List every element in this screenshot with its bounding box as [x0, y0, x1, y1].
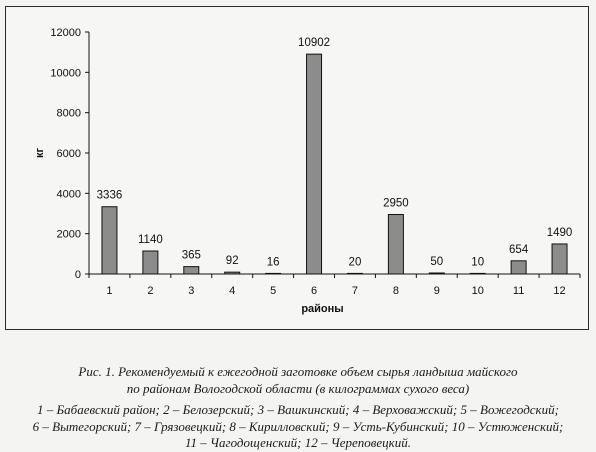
x-tick-label: 11 — [512, 285, 525, 297]
x-tick-label: 2 — [147, 285, 154, 297]
y-tick-label: 10000 — [50, 67, 81, 80]
bar-value-label: 10902 — [298, 37, 331, 50]
bar-value-label: 20 — [348, 256, 362, 269]
legend-line-3: 11 – Чагодощенский; 12 – Череповецкий. — [185, 435, 411, 450]
caption-line-2: по районам Вологодской области (в килограммах сухого веса) — [126, 381, 470, 396]
bar-value-label: 1490 — [546, 226, 573, 239]
bar — [184, 267, 199, 274]
y-tick-label: 12000 — [50, 27, 81, 39]
data-labels — [97, 37, 573, 268]
bar — [552, 244, 567, 274]
x-tick-label: 3 — [188, 285, 195, 297]
legend-line-2: 6 – Вытегорский; 7 – Грязовецкий; 8 – Кирилловский; 9 – Усть-Кубинский; 10 – Устюженский; — [32, 418, 564, 434]
bar — [388, 215, 403, 274]
bar-value-label: 3336 — [96, 189, 123, 202]
x-tick-label: 1 — [106, 285, 113, 297]
bar-value-label: 50 — [430, 255, 444, 268]
figure-caption — [0, 363, 596, 397]
bar-value-label: 10 — [471, 256, 485, 269]
x-tick-label: 10 — [471, 285, 484, 297]
y-axis — [50, 27, 89, 281]
bar-chart — [6, 7, 590, 331]
bar-value-label: 16 — [266, 256, 280, 269]
y-tick-label: 2000 — [56, 228, 81, 241]
district-legend — [0, 402, 596, 452]
bar — [266, 273, 281, 274]
bar-value-label: 92 — [225, 255, 239, 268]
x-tick-label: 7 — [351, 285, 359, 297]
y-tick-label: 6000 — [56, 148, 81, 160]
x-tick-label: 9 — [433, 285, 440, 297]
y-tick-label: 8000 — [56, 107, 81, 120]
y-tick-label: 4000 — [56, 188, 81, 201]
bars — [102, 54, 567, 274]
y-axis-title: кг — [34, 147, 46, 159]
x-tick-label: 6 — [310, 285, 318, 297]
x-axis — [89, 274, 580, 297]
bar-value-label: 365 — [181, 249, 201, 262]
bar — [347, 273, 362, 274]
x-tick-label: 4 — [229, 285, 236, 297]
chart-frame — [5, 6, 589, 330]
x-tick-label: 5 — [270, 285, 277, 297]
legend-line-1: 1 – Бабаевский район; 2 – Белозерский; 3 – Вашкинский; 4 – Верховажский; 5 – Вожегодский; — [37, 402, 559, 417]
bar — [307, 54, 322, 274]
caption-line-1: Рис. 1. Рекомендуемый к ежегодной заготовке объем сырья ландыша майского — [78, 364, 518, 379]
bar — [429, 273, 444, 274]
y-tick-label: 0 — [74, 269, 81, 281]
bar — [511, 261, 526, 274]
bar — [470, 273, 485, 274]
x-tick-label: 12 — [553, 285, 566, 297]
bar — [225, 272, 240, 274]
bar-value-label: 654 — [509, 243, 529, 256]
bar — [143, 251, 158, 274]
x-tick-label: 8 — [392, 285, 399, 297]
bar-value-label: 2950 — [383, 197, 409, 210]
x-axis-title: районы — [301, 303, 344, 315]
bar-value-label: 1140 — [138, 234, 163, 247]
bar — [102, 207, 117, 274]
